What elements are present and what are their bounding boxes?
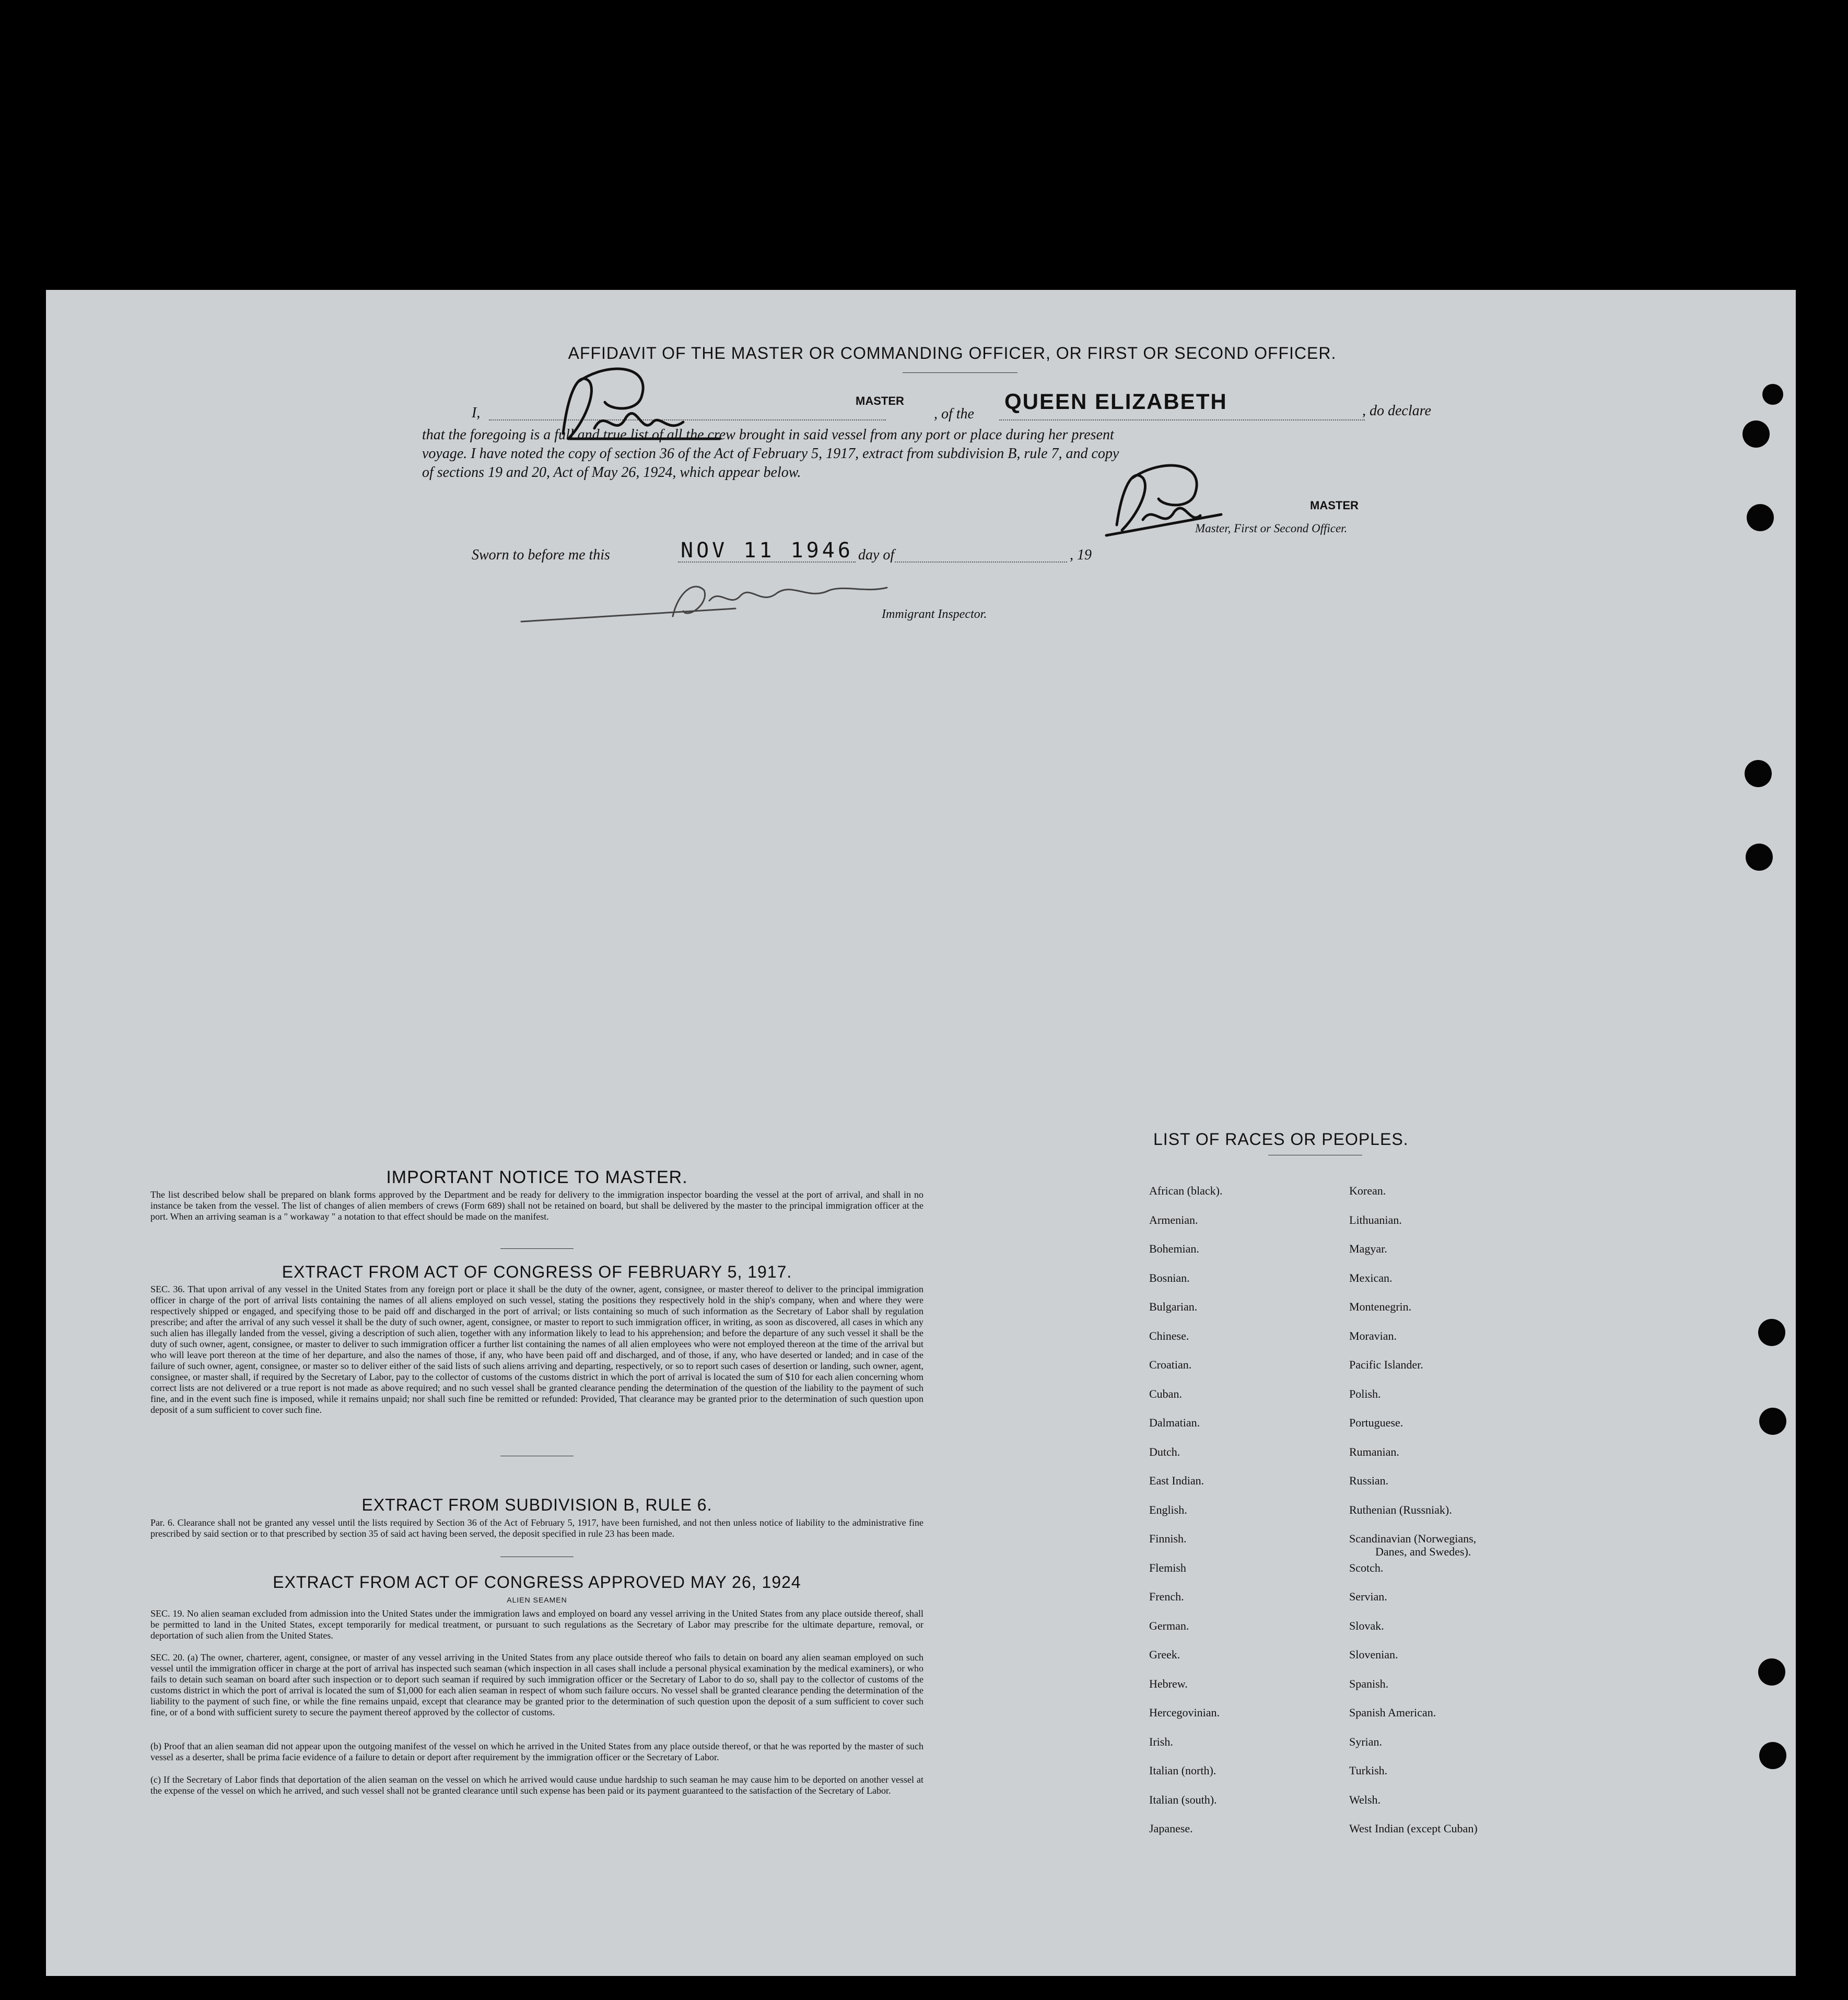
race-item: Scandinavian (Norwegians, bbox=[1349, 1532, 1477, 1545]
race-item: Scotch. bbox=[1349, 1561, 1384, 1574]
inspector-caption: Immigrant Inspector. bbox=[882, 607, 987, 621]
extract-rule6-title: EXTRACT FROM SUBDIVISION B, RULE 6. bbox=[361, 1495, 712, 1514]
races-title: LIST OF RACES OR PEOPLES. bbox=[1153, 1130, 1409, 1149]
race-item: French. bbox=[1149, 1590, 1184, 1603]
notice-text: The list described below shall be prepared on blank forms approved by the Department and be ready for delivery to the immigration inspector boarding the vessel at the port of arrival, and shall in no instance be taken from the vessel. The list of changes of alien members of crews (Form 689) shall not be retained on board, but shall be delivered by the master to the principal immigration officer at the port. When an arriving seaman is a " workaway " a notation to that effect should be made on the manifest. bbox=[150, 1189, 923, 1222]
signer-stamp: MASTER bbox=[1310, 499, 1359, 512]
race-item: Finnish. bbox=[1149, 1532, 1187, 1545]
race-item: Bulgarian. bbox=[1149, 1300, 1198, 1313]
do-declare-label: , do declare bbox=[1362, 403, 1431, 419]
race-item: Cuban. bbox=[1149, 1387, 1182, 1400]
vessel-name: QUEEN ELIZABETH bbox=[1004, 389, 1227, 414]
race-item: Turkish. bbox=[1349, 1764, 1388, 1777]
extract-1924-sec20b: (b) Proof that an alien seaman did not appear upon the outgoing manifest of the vessel on which he arrived in the United States from any place outside thereof, or that he was reported by the master of such vessel as a deserter, shall be prima facie evidence of a failure to detain or deport after requirement by the immigration officer or the Secretary of Labor. bbox=[150, 1741, 923, 1762]
race-item: Hercegovinian. bbox=[1149, 1706, 1220, 1719]
signer-caption: Master, First or Second Officer. bbox=[1195, 522, 1348, 535]
race-item: Ruthenian (Russniak). bbox=[1349, 1503, 1452, 1516]
extract-1924-sec20a: SEC. 20. (a) The owner, charterer, agent, consignee, or master of any vessel arriving in the United States from any place outside thereof who fails to detain on board any alien seaman employed on such vessel until the immigration officer in charge at the port of arrival has inspected such seaman (which inspection in all cases shall include a personal physical examination by the medical examiners), or who fails to detain such seaman on board after such inspection or to deport such seaman if required by such immigration officer or the Secretary of Labor to do so, shall pay to the collector of customs of the customs district in which the port of arrival is located the sum of $1,000 for each alien seaman in respect of whom such failure occurs. No vessel shall be granted clearance pending the determination of the liability to the payment of such fine, or while the fine remains unpaid, except that clearance may be granted prior to the determination of such question upon the deposit of a sum sufficient to cover such fine, or of a bond with sufficient surety to secure the payment thereof approved by the collector of customs. bbox=[150, 1652, 923, 1717]
vessel-name-line bbox=[999, 419, 1365, 420]
race-item: Slovenian. bbox=[1349, 1648, 1398, 1661]
punch-hole bbox=[1745, 760, 1772, 787]
sworn-date-stamp: NOV 11 1946 bbox=[681, 539, 853, 563]
punch-hole bbox=[1759, 1408, 1786, 1435]
race-item: Bohemian. bbox=[1149, 1242, 1199, 1255]
race-item: Welsh. bbox=[1349, 1793, 1381, 1806]
punch-hole bbox=[1759, 1742, 1786, 1769]
notice-title: IMPORTANT NOTICE TO MASTER. bbox=[386, 1167, 688, 1187]
race-item: Moravian. bbox=[1349, 1329, 1397, 1342]
affidavit-body-line-3: of sections 19 and 20, Act of May 26, 1924, which appear below. bbox=[422, 464, 801, 481]
year-prefix: , 19 bbox=[1070, 547, 1092, 563]
race-item: Magyar. bbox=[1349, 1242, 1387, 1255]
race-item: West Indian (except Cuban) bbox=[1349, 1822, 1478, 1835]
declarant-label: I, bbox=[472, 405, 481, 421]
race-item: English. bbox=[1149, 1503, 1187, 1516]
extract-1924-title: EXTRACT FROM ACT OF CONGRESS APPROVED MAY 26, 1924 bbox=[273, 1573, 801, 1592]
race-item: Portuguese. bbox=[1349, 1416, 1403, 1429]
race-item: Greek. bbox=[1149, 1648, 1180, 1661]
of-the-label: , of the bbox=[934, 406, 974, 422]
extract-1924-sec20c: (c) If the Secretary of Labor finds that deportation of the alien seaman on the vessel on which he arrived would cause undue hardship to such seaman he may cause him to be deported on another vessel at the expense of the vessel on which he arrived, and such vessel shall not be granted clearance until such expense has been paid or its payment guaranteed to the satisfaction of the Secretary of Labor. bbox=[150, 1774, 923, 1796]
race-item: Dalmatian. bbox=[1149, 1416, 1200, 1429]
race-item: Spanish. bbox=[1349, 1677, 1389, 1690]
race-item: African (black). bbox=[1149, 1184, 1223, 1197]
divider bbox=[903, 372, 1017, 373]
race-item: Russian. bbox=[1349, 1474, 1389, 1487]
sworn-label: Sworn to before me this bbox=[472, 547, 610, 563]
affidavit-body-line-1: that the foregoing is a full and true list of all the crew brought in said vessel from any port or place during her present bbox=[422, 427, 1114, 443]
race-item: Irish. bbox=[1149, 1735, 1173, 1748]
race-item: Polish. bbox=[1349, 1387, 1381, 1400]
race-item: Flemish bbox=[1149, 1561, 1186, 1574]
race-item: German. bbox=[1149, 1619, 1189, 1632]
race-item: Pacific Islander. bbox=[1349, 1358, 1423, 1371]
race-item: East Indian. bbox=[1149, 1474, 1204, 1487]
punch-hole bbox=[1742, 420, 1770, 448]
punch-hole bbox=[1746, 844, 1773, 871]
inspector-signature bbox=[516, 572, 892, 629]
sworn-date-line bbox=[678, 562, 856, 563]
extract-rule6-text: Par. 6. Clearance shall not be granted any vessel until the lists required by Section 36 of the Act of February 5, 1917, have been furnished, and not then unless notice of liability to the administrative fine prescribed by said section or to that prescribed by section 35 of said act having been served, the deposit specified in rule 23 has been made. bbox=[150, 1517, 923, 1539]
punch-hole bbox=[1758, 1319, 1785, 1346]
punch-hole bbox=[1747, 504, 1774, 531]
race-item: Italian (south). bbox=[1149, 1793, 1217, 1806]
rank-stamp: MASTER bbox=[856, 394, 904, 407]
affidavit-title: AFFIDAVIT OF THE MASTER OR COMMANDING OFFICER, OR FIRST OR SECOND OFFICER. bbox=[568, 344, 1337, 362]
race-item: Korean. bbox=[1349, 1184, 1386, 1197]
race-item: Dutch. bbox=[1149, 1445, 1180, 1458]
race-item: Armenian. bbox=[1149, 1213, 1198, 1226]
race-item: Slovak. bbox=[1349, 1619, 1384, 1632]
race-item: Japanese. bbox=[1149, 1822, 1193, 1835]
race-item: Spanish American. bbox=[1349, 1706, 1436, 1719]
divider bbox=[500, 1248, 574, 1249]
race-item-continuation: Danes, and Swedes). bbox=[1375, 1545, 1471, 1558]
day-of-label: day of bbox=[858, 547, 895, 563]
extract-1924-sec19: SEC. 19. No alien seaman excluded from admission into the United States under the immigration laws and employed on board any vessel arriving in the United States from any place outside thereof, shall be permitted to land in the United States, except temporarily for medical treatment, or pursuant to such regulations as the Secretary of Labor may prescribe for the ultimate departure, removal, or deportation of such alien from the United States. bbox=[150, 1608, 923, 1641]
race-item: Italian (north). bbox=[1149, 1764, 1217, 1777]
race-item: Servian. bbox=[1349, 1590, 1387, 1603]
race-item: Mexican. bbox=[1349, 1271, 1393, 1284]
race-item: Hebrew. bbox=[1149, 1677, 1188, 1690]
affidavit-body-line-2: voyage. I have noted the copy of section 36 of the Act of February 5, 1917, extract from subdivision B, rule 7, and copy bbox=[422, 446, 1119, 462]
month-line bbox=[895, 562, 1067, 563]
extract-1917-title: EXTRACT FROM ACT OF CONGRESS OF FEBRUARY 5, 1917. bbox=[282, 1262, 792, 1281]
punch-hole bbox=[1758, 1658, 1785, 1686]
extract-1924-subtitle: ALIEN SEAMEN bbox=[507, 1596, 567, 1604]
race-item: Lithuanian. bbox=[1349, 1213, 1402, 1226]
race-item: Chinese. bbox=[1149, 1329, 1189, 1342]
race-item: Croatian. bbox=[1149, 1358, 1192, 1371]
race-item: Syrian. bbox=[1349, 1735, 1382, 1748]
punch-hole bbox=[1762, 384, 1783, 405]
race-item: Bosnian. bbox=[1149, 1271, 1190, 1284]
document-sheet bbox=[46, 290, 1796, 1976]
extract-1917-text: SEC. 36. That upon arrival of any vessel in the United States from any foreign port or place it shall be the duty of the owner, agent, consignee, or master thereof to deliver to the principal immigration officer in charge of the port of arrival lists containing the names of all aliens employed on such vessel, stating the positions they respectively hold in the ship's company, when and where they were respectively shipped or engaged, and specifying those to be paid off and discharged in the port of arrival; or lists containing so much of such information as the Secretary of Labor shall by regulation prescribe; and after the arrival of any such vessel it shall be the duty of such owner, agent, consignee, or master to report to such immigration officer, in writing, as soon as discovered, all cases in which any such alien has illegally landed from the vessel, giving a description of such alien, together with any information likely to lead to his apprehension; and before the departure of any such vessel it shall be the duty of such owner, agent, consignee, or master to deliver to such immigration officer a further list containing the names of all alien employees who were not employed thereon at the time of the arrival but who will leave port thereon at the time of her departure, and also the names of those, if any, who have been paid off and discharged, and of those, if any, who have deserted or landed; and in case of the failure of such owner, agent, consignee, or master so to deliver either of the said lists of such aliens arriving and departing, respectively, or so to report such cases of desertion or landing, such owner, agent, consignee, or master shall, if required by the Secretary of Labor, pay to the collector of customs of the customs district in which the port of arrival is located the sum of $10 for each alien concerning whom correct lists are not delivered or a true report is not made as above required; and no such vessel shall be granted clearance pending the determination of the question of the liability to the payment of such fine, and in the event such fine is imposed, while it remains unpaid; nor shall such fine be remitted or refunded: Provided, That clearance may be granted prior to the determination of such question upon deposit of a sum sufficient to cover such fine. bbox=[150, 1284, 923, 1415]
race-item: Rumanian. bbox=[1349, 1445, 1399, 1458]
race-item: Montenegrin. bbox=[1349, 1300, 1412, 1313]
